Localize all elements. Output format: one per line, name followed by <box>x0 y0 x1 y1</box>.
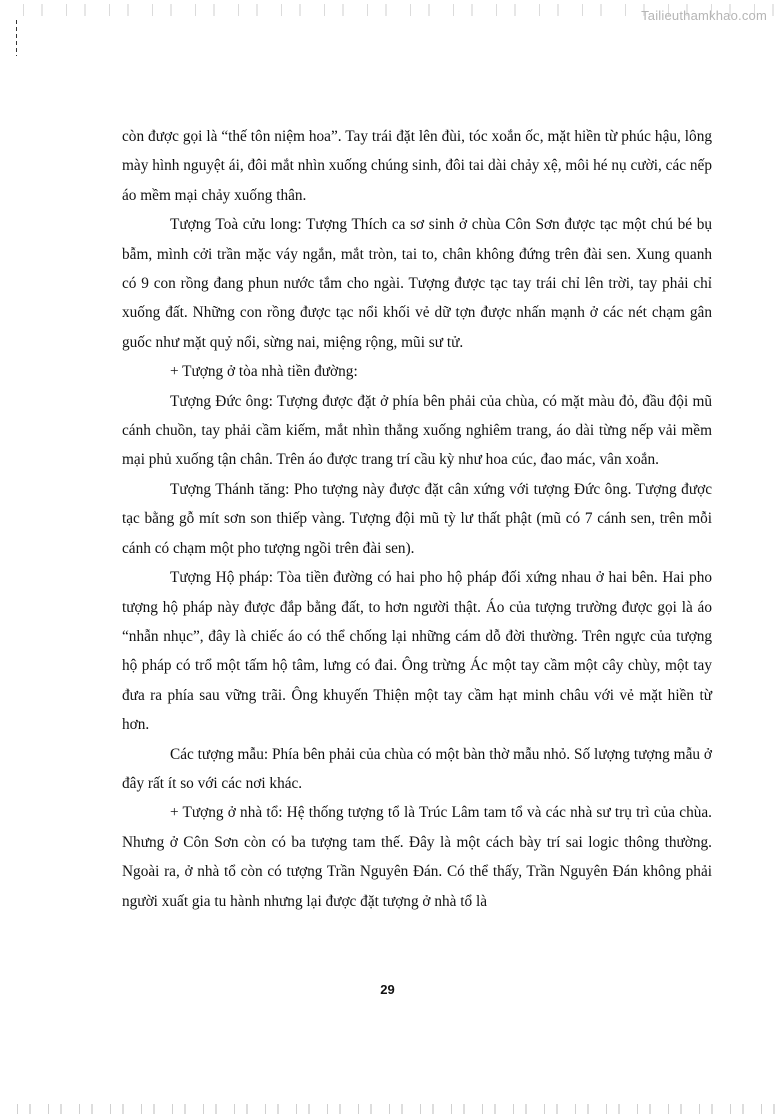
paragraph: + Tượng ở tòa nhà tiền đường: <box>170 363 358 381</box>
page-number: 29 <box>380 982 395 997</box>
paragraph: Tượng Hộ pháp: Tòa tiền đường có hai pho hộ pháp đối xứng nhau ở hai bên. Hai pho tượng hộ pháp này được đắp bằng đất, to hơn người thật. Áo của tượng trường được gọi là áo “nhẫn nhục”, đây là chiếc áo có thể chống lại những cám dỗ đời thường. Trên ngực của tượng hộ pháp có trổ một tấm hộ tâm, lưng có đai. Ông trừng Ác một tay cầm một cây chùy, một tay đưa ra phía sau vững trãi. Ông khuyến Thiện một tay cầm hạt minh châu với vẻ mặt hiền từ hơn. <box>122 569 712 734</box>
paragraph: Tượng Toà cửu long: Tượng Thích ca sơ sinh ở chùa Côn Sơn được tạc một chú bé bụ bẫm, mình cởi trần mặc váy ngắn, mắt tròn, tai to, chân không đứng trên đài sen. Xung quanh có 9 con rồng đang phun nước tắm cho ngài. Tượng được tạc tay trái chỉ lên trời, tay phải chỉ xuống đất. Những con rồng được tạc nổi khối vẻ dữ tợn được nhấn mạnh ở các nét chạm gân guốc như mặt quỷ nổi, sừng nai, miệng rộng, mũi sư tử. <box>122 216 712 351</box>
paragraph: Các tượng mẫu: Phía bên phải của chùa có một bàn thờ mẫu nhỏ. Số lượng tượng mẫu ở đây rất ít so với các nơi khác. <box>122 745 712 792</box>
paragraph: + Tượng ở nhà tổ: Hệ thống tượng tổ là Trúc Lâm tam tổ và các nhà sư trụ trì của chùa. Nhưng ở Côn Sơn còn có ba tượng tam thế. Đây là một cách bày trí sai logic thông thường. Ngoài ra, ở nhà tổ còn có tượng Trần Nguyên Đán. Có thể thấy, Trần Nguyên Đán không phải người xuất gia tu hành nhưng lại được đặt tượng ở nhà tổ là <box>122 804 712 910</box>
document-body <box>122 122 712 916</box>
scan-margin-mark <box>16 20 17 56</box>
paragraph: còn được gọi là “thế tôn niệm hoa”. Tay trái đặt lên đùi, tóc xoắn ốc, mặt hiền từ phúc hậu, lông mày hình nguyệt ái, đôi mắt nhìn xuống chúng sinh, đôi tai dài chảy xệ, môi hé nụ cười, các nếp áo mềm mại chảy xuống thân. <box>122 128 712 204</box>
scan-noise-bottom <box>0 1104 775 1114</box>
paragraph: Tượng Đức ông: Tượng được đặt ở phía bên phải của chùa, có mặt màu đỏ, đầu đội mũ cánh chuồn, tay phải cầm kiếm, mắt nhìn thẳng xuống nghiêm trang, áo dài từng nếp vải mềm mại phủ xuống tận chân. Trên áo được trang trí cầu kỳ như hoa cúc, đao mác, vân xoắn. <box>122 392 712 469</box>
paragraph: Tượng Thánh tăng: Pho tượng này được đặt cân xứng với tượng Đức ông. Tượng được tạc bằng gỗ mít sơn son thiếp vàng. Tượng đội mũ tỳ lư thất phật (mũ có 7 cánh sen, trên mỗi cánh có chạm một pho tượng ngồi trên đài sen). <box>122 480 712 557</box>
watermark: Tailieuthamkhao.com <box>641 8 767 23</box>
